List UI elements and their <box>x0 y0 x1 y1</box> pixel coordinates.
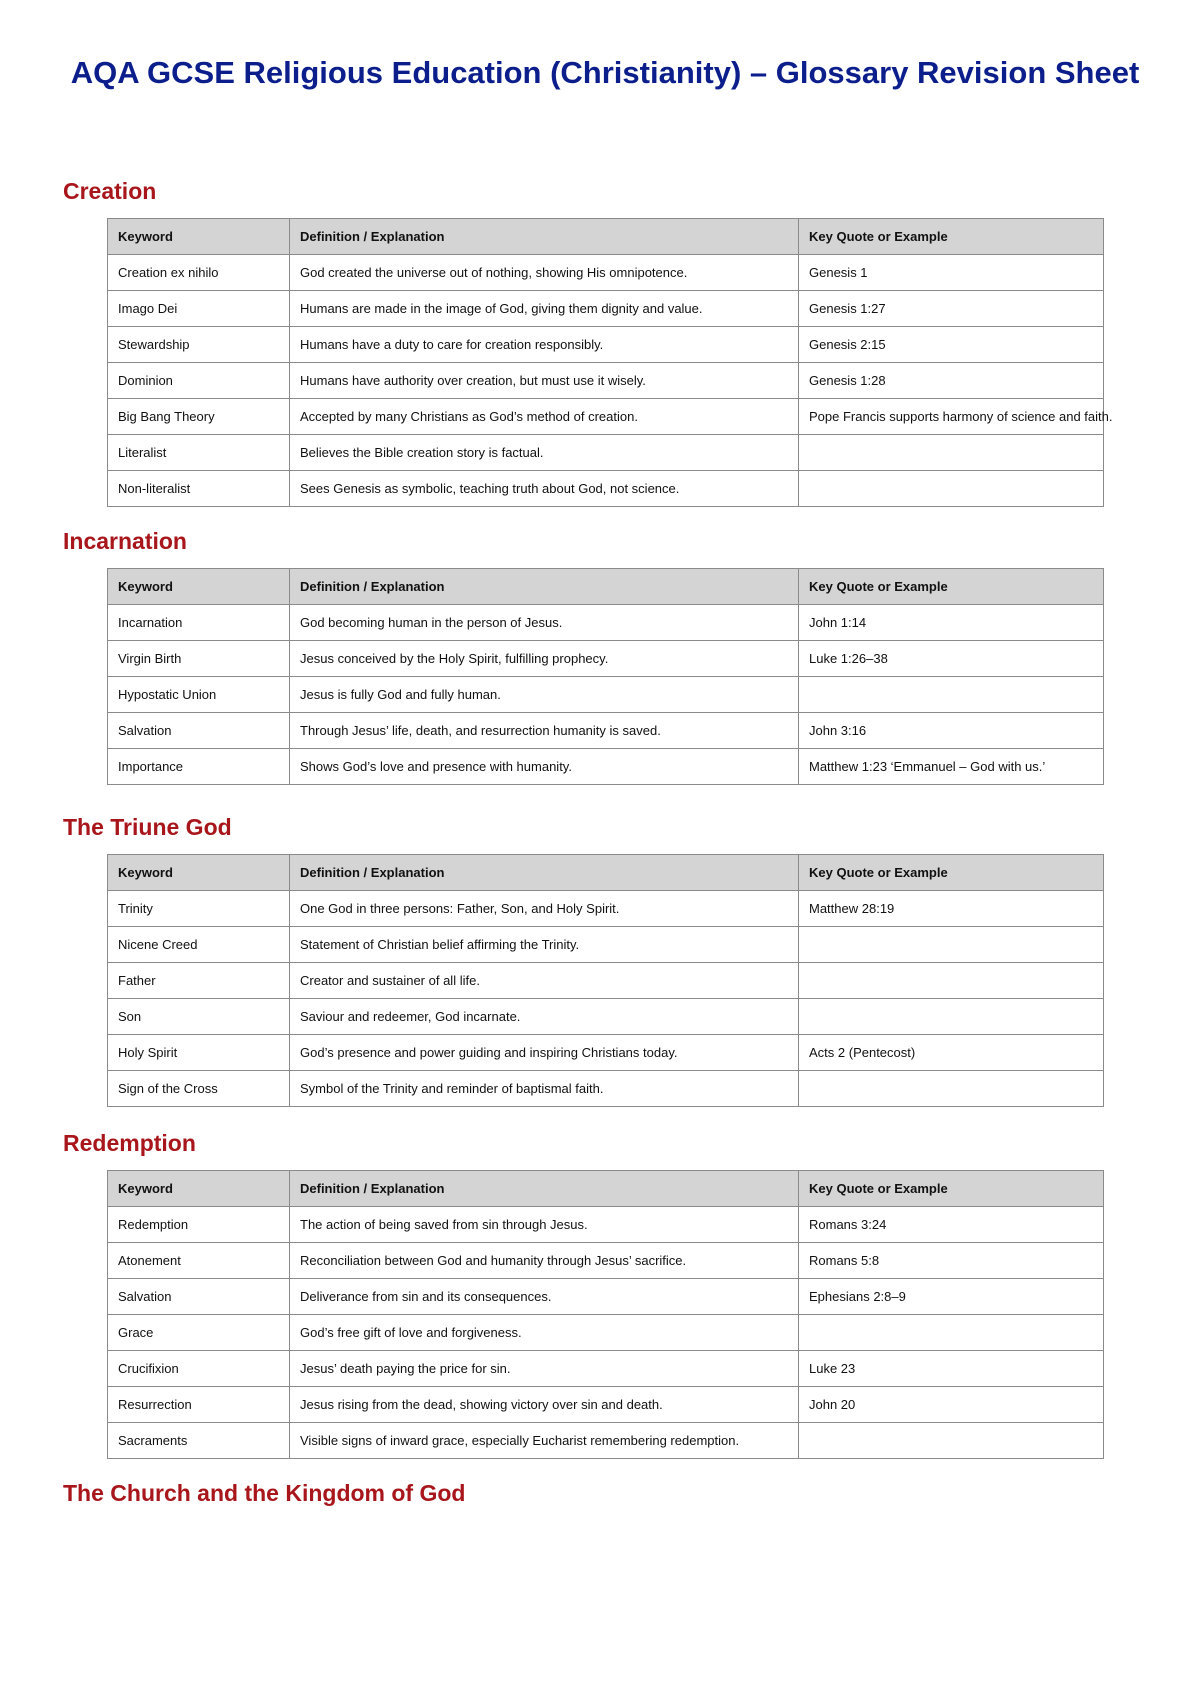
definition-header: Definition / Explanation <box>290 219 799 255</box>
table-row <box>108 1035 1104 1071</box>
quote-cell <box>799 1071 1104 1107</box>
quote-header: Key Quote or Example <box>799 1171 1104 1207</box>
keyword-header: Keyword <box>108 219 290 255</box>
glossary-table-the-triune-god <box>107 854 1104 1107</box>
table-row <box>108 605 1104 641</box>
definition-cell: Through Jesus’ life, death, and resurrection humanity is saved. <box>290 713 799 749</box>
table-header-row <box>108 219 1104 255</box>
quote-cell: Ephesians 2:8–9 <box>799 1279 1104 1315</box>
keyword-header: Keyword <box>108 569 290 605</box>
definition-header: Definition / Explanation <box>290 855 799 891</box>
quote-cell: Genesis 1:27 <box>799 291 1104 327</box>
keyword-cell: Sign of the Cross <box>108 1071 290 1107</box>
definition-cell: Believes the Bible creation story is factual. <box>290 435 799 471</box>
section-incarnation <box>63 526 1103 785</box>
keyword-header: Keyword <box>108 855 290 891</box>
section-heading: Creation <box>63 178 157 204</box>
table-row <box>108 963 1104 999</box>
definition-cell: God created the universe out of nothing, showing His omnipotence. <box>290 255 799 291</box>
keyword-cell: Sacraments <box>108 1423 290 1459</box>
table-row <box>108 927 1104 963</box>
definition-header: Definition / Explanation <box>290 1171 799 1207</box>
definition-cell: Creator and sustainer of all life. <box>290 963 799 999</box>
section-redemption <box>63 1128 1103 1459</box>
quote-header: Key Quote or Example <box>799 569 1104 605</box>
definition-cell: Statement of Christian belief affirming the Trinity. <box>290 927 799 963</box>
quote-cell <box>799 471 1104 507</box>
definition-cell: Visible signs of inward grace, especially Eucharist remembering redemption. <box>290 1423 799 1459</box>
keyword-cell: Dominion <box>108 363 290 399</box>
table-row <box>108 891 1104 927</box>
keyword-cell: Nicene Creed <box>108 927 290 963</box>
quote-cell: John 20 <box>799 1387 1104 1423</box>
keyword-cell: Father <box>108 963 290 999</box>
quote-cell <box>799 999 1104 1035</box>
definition-cell: Saviour and redeemer, God incarnate. <box>290 999 799 1035</box>
keyword-cell: Incarnation <box>108 605 290 641</box>
page-title: AQA GCSE Religious Education (Christianity) – Glossary Revision Sheet <box>70 55 1140 90</box>
keyword-cell: Trinity <box>108 891 290 927</box>
keyword-cell: Holy Spirit <box>108 1035 290 1071</box>
section-the-triune-god <box>63 812 1103 1107</box>
section-creation <box>63 176 1113 507</box>
quote-cell <box>799 963 1104 999</box>
definition-cell: Reconciliation between God and humanity through Jesus’ sacrifice. <box>290 1243 799 1279</box>
table-header-row <box>108 855 1104 891</box>
keyword-cell: Big Bang Theory <box>108 399 290 435</box>
definition-cell: Humans have authority over creation, but must use it wisely. <box>290 363 799 399</box>
table-row <box>108 1243 1104 1279</box>
table-row <box>108 255 1104 291</box>
definition-cell: The action of being saved from sin through Jesus. <box>290 1207 799 1243</box>
quote-cell: Romans 3:24 <box>799 1207 1104 1243</box>
keyword-cell: Son <box>108 999 290 1035</box>
quote-header: Key Quote or Example <box>799 855 1104 891</box>
quote-cell: Luke 23 <box>799 1351 1104 1387</box>
definition-cell: Symbol of the Trinity and reminder of baptismal faith. <box>290 1071 799 1107</box>
definition-cell: Shows God’s love and presence with humanity. <box>290 749 799 785</box>
keyword-header: Keyword <box>108 1171 290 1207</box>
quote-cell: Luke 1:26–38 <box>799 641 1104 677</box>
quote-cell: Genesis 2:15 <box>799 327 1104 363</box>
quote-cell: Genesis 1 <box>799 255 1104 291</box>
glossary-table-incarnation <box>107 568 1104 785</box>
quote-cell: Pope Francis supports harmony of science and faith. <box>799 399 1104 435</box>
quote-cell <box>799 1423 1104 1459</box>
table-row <box>108 1387 1104 1423</box>
glossary-table-redemption <box>107 1170 1104 1459</box>
table-row <box>108 1207 1104 1243</box>
table-row <box>108 749 1104 785</box>
table-row <box>108 471 1104 507</box>
quote-cell: Matthew 1:23 ‘Emmanuel – God with us.’ <box>799 749 1104 785</box>
table-row <box>108 1351 1104 1387</box>
keyword-cell: Salvation <box>108 1279 290 1315</box>
keyword-cell: Salvation <box>108 713 290 749</box>
definition-cell: One God in three persons: Father, Son, and Holy Spirit. <box>290 891 799 927</box>
definition-cell: Jesus rising from the dead, showing victory over sin and death. <box>290 1387 799 1423</box>
table-row <box>108 1423 1104 1459</box>
quote-cell: John 1:14 <box>799 605 1104 641</box>
table-row <box>108 399 1104 435</box>
table-header-row <box>108 569 1104 605</box>
section-heading: Redemption <box>63 1130 196 1156</box>
definition-cell: Humans are made in the image of God, giving them dignity and value. <box>290 291 799 327</box>
table-row <box>108 641 1104 677</box>
definition-cell: Accepted by many Christians as God’s method of creation. <box>290 399 799 435</box>
table-row <box>108 363 1104 399</box>
keyword-cell: Virgin Birth <box>108 641 290 677</box>
table-row <box>108 1071 1104 1107</box>
definition-cell: Jesus’ death paying the price for sin. <box>290 1351 799 1387</box>
definition-cell: Sees Genesis as symbolic, teaching truth about God, not science. <box>290 471 799 507</box>
glossary-table-creation <box>107 218 1113 507</box>
keyword-cell: Resurrection <box>108 1387 290 1423</box>
table-row <box>108 677 1104 713</box>
table-row <box>108 327 1104 363</box>
keyword-cell: Grace <box>108 1315 290 1351</box>
quote-cell <box>799 677 1104 713</box>
quote-cell: John 3:16 <box>799 713 1104 749</box>
section-the-church-and-the-kingdom-of-god <box>63 1478 1103 1508</box>
quote-cell: Matthew 28:19 <box>799 891 1104 927</box>
quote-cell <box>799 927 1104 963</box>
definition-cell: God’s presence and power guiding and inspiring Christians today. <box>290 1035 799 1071</box>
table-row <box>108 1279 1104 1315</box>
definition-cell: Jesus conceived by the Holy Spirit, fulfilling prophecy. <box>290 641 799 677</box>
keyword-cell: Atonement <box>108 1243 290 1279</box>
keyword-cell: Stewardship <box>108 327 290 363</box>
table-row <box>108 291 1104 327</box>
keyword-cell: Creation ex nihilo <box>108 255 290 291</box>
keyword-cell: Importance <box>108 749 290 785</box>
section-heading: The Church and the Kingdom of God <box>63 1480 466 1506</box>
keyword-cell: Hypostatic Union <box>108 677 290 713</box>
definition-cell: God’s free gift of love and forgiveness. <box>290 1315 799 1351</box>
quote-cell: Genesis 1:28 <box>799 363 1104 399</box>
definition-cell: Deliverance from sin and its consequences. <box>290 1279 799 1315</box>
table-row <box>108 999 1104 1035</box>
definition-cell: Jesus is fully God and fully human. <box>290 677 799 713</box>
quote-cell: Acts 2 (Pentecost) <box>799 1035 1104 1071</box>
table-row <box>108 713 1104 749</box>
definition-header: Definition / Explanation <box>290 569 799 605</box>
keyword-cell: Redemption <box>108 1207 290 1243</box>
quote-header: Key Quote or Example <box>799 219 1104 255</box>
definition-cell: Humans have a duty to care for creation responsibly. <box>290 327 799 363</box>
quote-cell <box>799 435 1104 471</box>
table-row <box>108 435 1104 471</box>
keyword-cell: Non-literalist <box>108 471 290 507</box>
section-heading: Incarnation <box>63 528 187 554</box>
keyword-cell: Literalist <box>108 435 290 471</box>
table-header-row <box>108 1171 1104 1207</box>
definition-cell: God becoming human in the person of Jesus. <box>290 605 799 641</box>
section-heading: The Triune God <box>63 814 232 840</box>
quote-cell: Romans 5:8 <box>799 1243 1104 1279</box>
table-row <box>108 1315 1104 1351</box>
keyword-cell: Crucifixion <box>108 1351 290 1387</box>
keyword-cell: Imago Dei <box>108 291 290 327</box>
quote-cell <box>799 1315 1104 1351</box>
